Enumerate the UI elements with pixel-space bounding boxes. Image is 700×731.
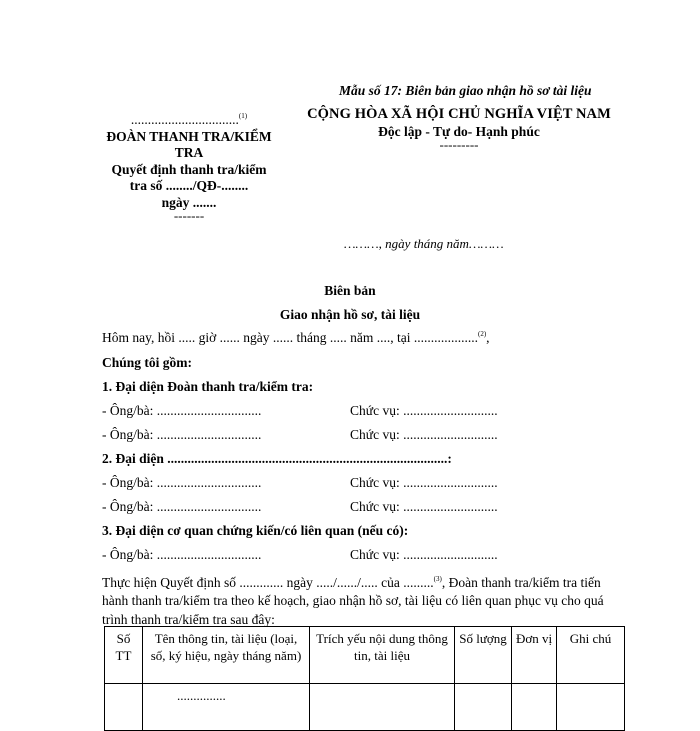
section1-person-2: - Ông/bà: ............................... [102,427,262,442]
header-notes: Ghi chú [557,627,625,684]
section3-heading: 3. Đại diện cơ quan chứng kiến/có liên quan (nếu có): [102,523,409,538]
section2-position-2: Chức vụ: ............................ [350,499,498,514]
document-title: Biên bản [324,283,376,298]
header-quantity: Số lượng [455,627,512,684]
table-row [105,684,625,731]
table-header-row [105,627,625,684]
decision-line2: tra số ......../QĐ-........ [129,178,249,193]
section2-person-2: - Ông/bà: ............................... [102,499,262,514]
document-table [104,626,625,731]
section2-heading: 2. Đại diện ...................................................................................: [102,451,452,466]
decision-line1: Quyết định thanh tra/kiểm [111,161,267,177]
section1-person-1: - Ông/bà: ............................... [102,403,262,418]
intro-line: Hôm nay, hồi ..... giờ ...... ngày ...... tháng ..... năm ...., tại ...................$^{(2)}$, [102,330,490,345]
section3-person-1: - Ông/bà: ............................... [102,547,262,562]
place-date-line: ………, ngày tháng năm……… [344,236,504,251]
form-number: Mẫu số 17: Biên bản giao nhận hồ sơ tài liệu [339,83,592,98]
left-rule: ------- [173,208,205,223]
header-unit: Đơn vị [512,627,557,684]
section2-person-1: - Ông/bà: ............................... [102,475,262,490]
org-name-line2: TRA [174,145,204,160]
execution-paragraph: Thực hiện Quyết định số ............. ngày ...../....../..... của .........$^{(3)}$, Đoàn thanh tra/kiểm tra tiến hành thanh tra/kiểm tra theo kế hoạch, giao nhận hồ sơ, tài liệu có liên quan phục vụ cho quá trình thanh tra/kiểm tra sau đây: [102,575,604,627]
header-summary: Trích yếu nội dung thông tin, tài liệu [310,627,455,684]
header-document-name: Tên thông tin, tài liệu (loại, số, ký hiệu, ngày tháng năm) [143,627,310,684]
header-no: Số TT [105,627,143,684]
authority-name-blank: ................................$^{(1)}$ [130,112,248,127]
national-heading-block [298,106,620,150]
table-cell [105,684,143,731]
section1-heading: 1. Đại diện Đoàn thanh tra/kiểm tra: [102,379,314,394]
section2-position-1: Chức vụ: ............................ [350,475,498,490]
org-name-line1: ĐOÀN THANH TRA/KIỂM [106,128,272,144]
table-cell [557,684,625,731]
section1-position-2: Chức vụ: ............................ [350,427,498,442]
right-rule: --------- [439,137,479,152]
table-cell [455,684,512,731]
table-cell: ............... [143,684,310,731]
country-name: CỘNG HÒA XÃ HỘI CHỦ NGHĨA VIỆT NAM [307,106,611,122]
table-cell [512,684,557,731]
participants-heading: Chúng tôi gồm: [102,355,193,370]
decision-line3: ngày ....... [161,194,217,210]
document-subtitle: Giao nhận hồ sơ, tài liệu [279,307,421,322]
section3-position-1: Chức vụ: ............................ [350,547,498,562]
table-cell [310,684,455,731]
section1-position-1: Chức vụ: ............................ [350,403,498,418]
national-motto: Độc lập - Tự do- Hạnh phúc [378,124,540,139]
issuing-authority-block [100,108,278,221]
